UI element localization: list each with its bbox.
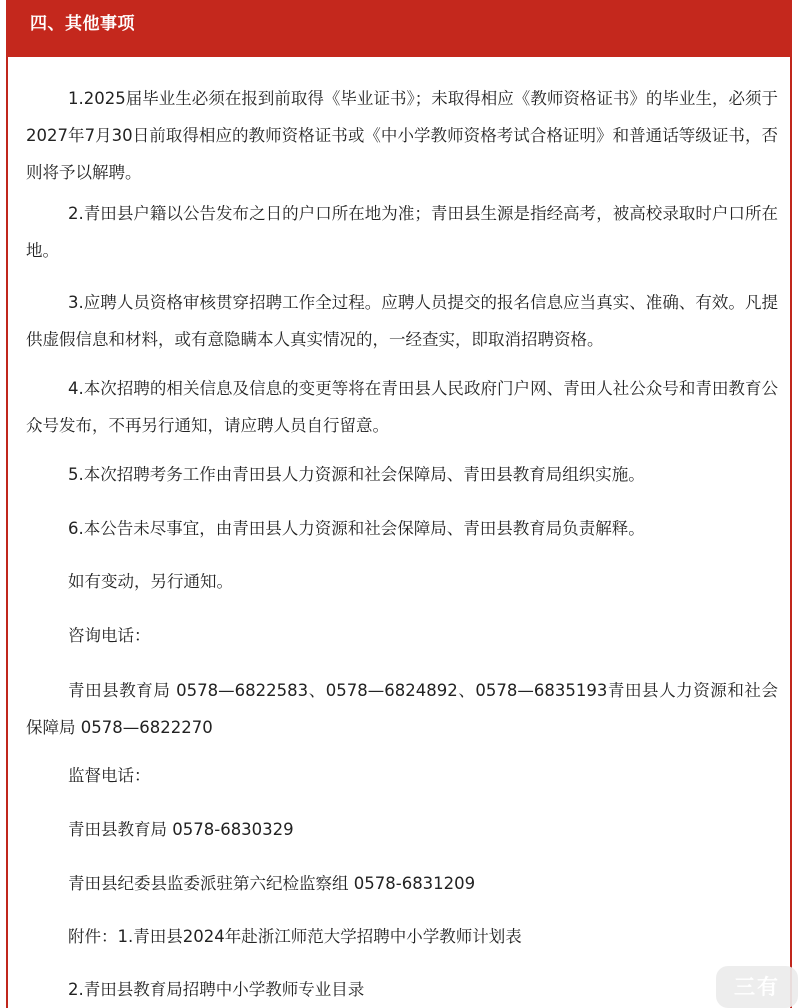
supervision-phone-label: 监督电话： (68, 766, 151, 785)
paragraph-info-publishing: 4.本次招聘的相关信息及信息的变更等将在青田县人民政府门户网、青田人社公众号和青田教育公众号发布，不再另行通知，请应聘人员自行留意。 (26, 379, 778, 435)
paragraph-qualification-review: 3.应聘人员资格审核贯穿招聘工作全过程。应聘人员提交的报名信息应当真实、准确、有效。凡提供虚假信息和材料，或有意隐瞒本人真实情况的，一经查实，即取消招聘资格。 (26, 293, 778, 349)
section-title: 四、其他事项 (30, 14, 135, 34)
supervision-phone-education-bureau: 青田县教育局 0578-6830329 (68, 820, 294, 839)
watermark-logo: 三有 (716, 966, 798, 1008)
paragraph-interpretation: 6.本公告未尽事宜，由青田县人力资源和社会保障局、青田县教育局负责解释。 (68, 519, 645, 538)
section-header (6, 0, 792, 57)
consultation-phone-label: 咨询电话： (68, 626, 151, 645)
paragraph-change-notice: 如有变动，另行通知。 (68, 572, 233, 591)
attachment-2: 2.青田县教育局招聘中小学教师专业目录 (68, 980, 365, 999)
attachment-1: 附件：1.青田县2024年赴浙江师范大学招聘中小学教师计划表 (68, 927, 522, 946)
supervision-phone-discipline-group: 青田县纪委县监委派驻第六纪检监察组 0578-6831209 (68, 874, 476, 893)
paragraph-exam-organization: 5.本次招聘考务工作由青田县人力资源和社会保障局、青田县教育局组织实施。 (68, 465, 645, 484)
consultation-phone-numbers: 青田县教育局 0578—6822583、0578—6824892、0578—6835193青田县人力资源和社会保障局 0578—6822270 (26, 681, 778, 737)
paragraph-graduate-certificate: 1.2025届毕业生必须在报到前取得《毕业证书》；未取得相应《教师资格证书》的毕业生，必须于2027年7月30日前取得相应的教师资格证书或《中小学教师资格考试合格证明》和普通话等级证书，否则将予以解聘。 (26, 89, 778, 182)
paragraph-household-registration: 2.青田县户籍以公告发布之日的户口所在地为准；青田县生源是指经高考，被高校录取时户口所在地。 (26, 204, 778, 260)
